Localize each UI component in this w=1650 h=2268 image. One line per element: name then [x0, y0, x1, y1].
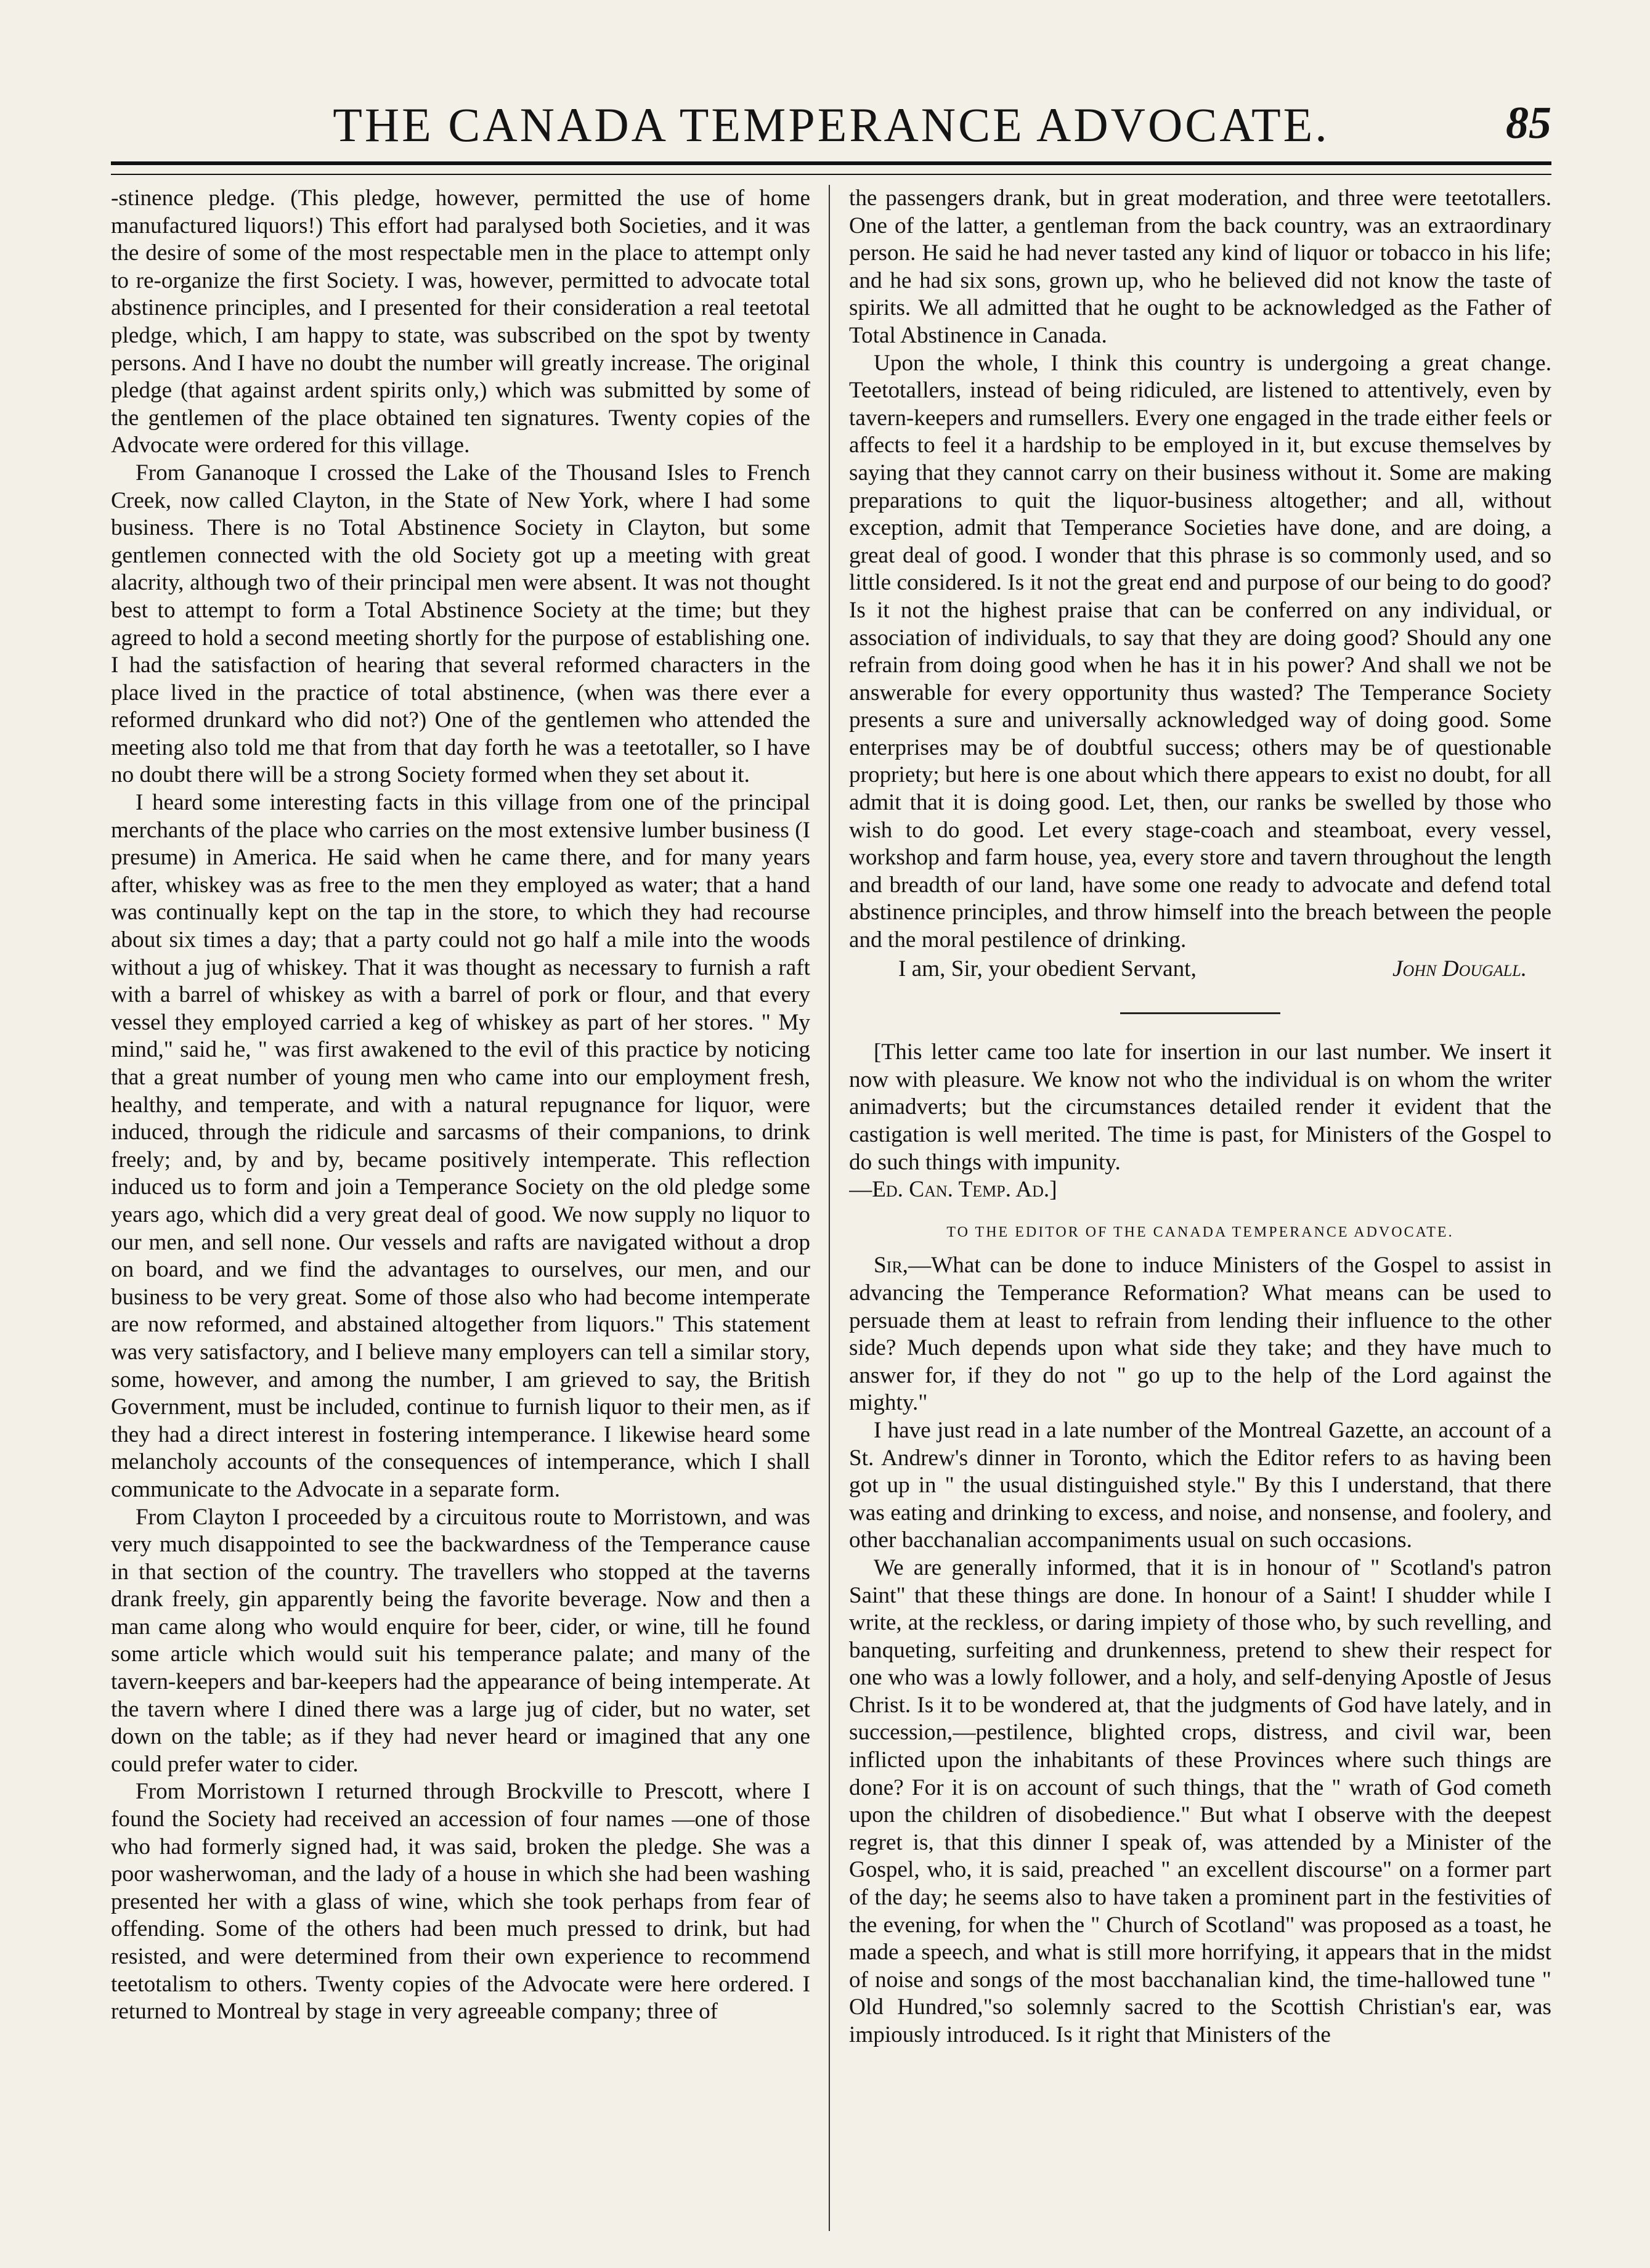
salutation: Sir,	[874, 1253, 908, 1278]
text-columns	[111, 185, 1551, 2231]
editor-note-sign: —Ed. Can. Temp. Ad.]	[849, 1177, 1057, 1203]
editor-note-text: [This letter came too late for insertion in our last number. We insert it now with pleasure. We know not who the individual is on whom the writer animadverts; but the circumstances detailed render it evident that the castigation is well merited. The time is past, for Ministers of the Gospel to do such things with impunity.	[849, 1039, 1551, 1175]
right-paragraph	[849, 1252, 1551, 1417]
right-paragraph: the passengers drank, but in great moderation, and three were teetotallers. One of the latter, a gentleman from the back country, was an extraordinary person. He said he had never tasted any kind of liquor or tobacco in his life; and he had six sons, grown up, who he believed did not know the taste of spirits. We all admitted that he ought to be acknowledged as the Father of Total Abstinence in Canada.	[849, 185, 1551, 348]
left-paragraph: From Morristown I returned through Brockville to Prescott, where I found the Society had received an accession of four names —one of those who had formerly signed had, it was said, broken the pledge. She was a poor washerwoman, and the lady of a house in which she had been washing presented her with a glass of wine, which she took perhaps from fear of offending. Some of the others had been much pressed to drink, but had resisted, and were determined from their own experience to recommend teetotalism to others. Twenty copies of the Advocate were here ordered. I returned to Montreal by stage in very agreeable company; three of	[111, 1779, 810, 2025]
header-rule	[111, 161, 1551, 175]
left-paragraph: -stinence pledge. (This pledge, however, permitted the use of home manufactured liquors!) This effort had paralysed both Societies, and it was the desire of some of the most respectable men in the place to attempt only to re-organize the first Society. I was, however, permitted to advocate total abstinence principles, and I presented for their consideration a real teetotal pledge, which, I am happy to state, was subscribed on the spot by twenty persons. And I have no doubt the number will greatly increase. The original pledge (that against ardent spirits only,) which was submitted by some of the gentlemen of the place obtained ten signatures. Twenty copies of the Advocate were ordered for this village.	[111, 185, 810, 458]
closing-text: I am, Sir, your obedient Servant,	[898, 956, 1197, 982]
signature-line	[849, 956, 1551, 983]
right-column	[849, 185, 1551, 2231]
signer-name: John Dougall.	[1392, 956, 1527, 982]
right-paragraph: We are generally informed, that it is in honour of " Scotland's patron Saint" that these things are done. In honour of a Saint! I shudder while I write, at the reckless, or daring impiety of those who, by such revelling, and banqueting, surfeiting and drunkenness, pretend to shew their respect for one who was a lowly follower, and a holy, and self-denying Apostle of Jesus Christ. Is it to be wondered at, that the judgments of God have lately, and in succession,—pestilence, blighted crops, distress, and civil war, been inflicted upon the inhabitants of these Provinces where such things are done? For it is on account of such things, that the " wrath of God cometh upon the children of disobedience." But what I observe with the deepest regret is, that this dinner I speak of, was attended by a Minister of the Gospel, who, it is said, preached " an excellent discourse" on a former part of the day; he seems also to have taken a prominent part in the festivities of the evening, for when the " Church of Scotland" was proposed as a toast, he made a speech, and what is still more horrifying, it appears that in the midst of noise and songs of the most bacchanalian kind, the time-hallowed tune " Old Hundred,"so solemnly sacred to the Scottish Christian's ear, was impiously introduced. Is it right that Ministers of the	[849, 1555, 1551, 2047]
journal-title: THE CANADA TEMPERANCE ADVOCATE.	[333, 98, 1330, 152]
right-paragraph: Upon the whole, I think this country is undergoing a great change. Teetotallers, instead of being ridiculed, are listened to attentively, even by tavern-keepers and rumsellers. Every one engaged in the trade either feels or affects to feel it a hardship to be employed in it, but excuse themselves by saying that they cannot carry on their business without it. Some are making preparations to quit the liquor-business altogether; and all, without exception, admit that Temperance Societies have done, and are doing, a great deal of good. I wonder that this phrase is so commonly used, and so little considered. Is it not the great end and purpose of our being to do good? Is it not the highest praise that can be conferred on any individual, or association of individuals, to say that they are doing good? Should any one refrain from doing good when he has it in his power? And shall we not be answerable for every opportunity thus wasted? The Temperance Society presents a sure and universally acknowledged way of doing good. Some enterprises may be of doubtful success; others may be of questionable propriety; but here is one about which there appears to exist no doubt, for all admit that it is doing good. Let, then, our ranks be swelled by those who wish to do good. Let every stage-coach and steamboat, every vessel, workshop and farm house, yea, every store and tavern throughout the length and breadth of our land, have some one ready to advocate and defend total abstinence principles, and throw himself into the breach between the people and the moral pestilence of drinking.	[849, 350, 1551, 953]
letter-heading: TO THE EDITOR OF THE CANADA TEMPERANCE ADVOCATE.	[946, 1224, 1454, 1240]
left-paragraph: I heard some interesting facts in this village from one of the principal merchants of the place who carries on the most extensive lumber business (I presume) in America. He said when he came there, and for many years after, whiskey was as free to the men they employed as water; that a hand was continually kept on the tap in the store, to which they had recourse about six times a day; that a party could not go half a mile into the woods without a jug of whiskey. That it was thought as necessary to furnish a raft with a barrel of whiskey as with a barrel of pork or flour, and that every vessel they employed carried a keg of whiskey as part of her stores. " My mind," said he, " was first awakened to the evil of this practice by noticing that a great number of young men who came into our employment fresh, healthy, and temperate, and with a natural repugnance for liquor, were induced, through the ridicule and sarcasms of their companions, to drink freely; and, by and by, became positively intemperate. This reflection induced us to form and join a Temperance Society on the old pledge some years ago, which did a very great deal of good. We now supply no liquor to our men, and sell none. Our vessels and rafts are navigated without a drop on board, and we find the advantages to ourselves, our men, and our business to be very great. Some of those also who had become intemperate are now reformed, and abstained altogether from liquors." This statement was very satisfactory, and I believe many employers can tell a similar story, some, however, and among the number, I am grieved to say, the British Government, must be included, continue to furnish liquor to their men, as if they had a direct interest in fostering intemperance. I likewise heard some melancholy accounts of the consequences of intemperance, which I shall communicate to the Advocate in a separate form.	[111, 790, 810, 1502]
left-paragraph: From Clayton I proceeded by a circuitous route to Morristown, and was very much disappointed to see the backwardness of the Temperance cause in that section of the country. The travellers who stopped at the taverns drank freely, gin apparently being the favorite beverage. Now and then a man came along who would enquire for beer, cider, or wine, till he found some article which would suit his temperance palate; and many of the tavern-keepers and bar-keepers had the appearance of being intemperate. At the tavern where I dined there was a large jug of cider, but no water, set down on the table; as if they had never heard or imagined that any one could prefer water to cider.	[111, 1504, 810, 1777]
page-header	[111, 92, 1551, 160]
column-divider	[829, 185, 830, 2231]
letter-opening: —What can be done to induce Ministers of the Gospel to assist in advancing the Temperance Reformation? What means can be used to persuade them at least to refrain from lending their influence to the other side? Much depends upon what side they take; and they have much to answer for, if they do not " go up to the help of the Lord against the mighty."	[849, 1253, 1551, 1416]
right-paragraph: I have just read in a late number of the Montreal Gazette, an account of a St. Andrew's dinner in Toronto, which the Editor refers to as having been got up in " the usual distinguished style." By this I understand, that there was eating and drinking to excess, and noise, and nonsense, and foolery, and other bacchanalian accompaniments usual on such occasions.	[849, 1417, 1551, 1553]
left-paragraph: From Gananoque I crossed the Lake of the Thousand Isles to French Creek, now called Clayton, in the State of New York, where I had some business. There is no Total Abstinence Society in Clayton, but some gentlemen connected with the old Society got up a meeting with great alacrity, although two of their principal men were absent. It was not thought best to attempt to form a Total Abstinence Society at the time; but they agreed to hold a second meeting shortly for the purpose of establishing one. I had the satisfaction of hearing that several reformed characters in the place lived in the practice of total abstinence, (when was there ever a reformed drunkard who did not?) One of the gentlemen who attended the meeting also told me that from that day forth he was a teetotaller, so I have no doubt there will be a strong Society formed when they set about it.	[111, 460, 810, 788]
page-number: 85	[1506, 98, 1551, 148]
section-rule	[1120, 1012, 1280, 1014]
editor-note	[849, 1039, 1551, 1204]
left-column	[111, 185, 810, 2231]
